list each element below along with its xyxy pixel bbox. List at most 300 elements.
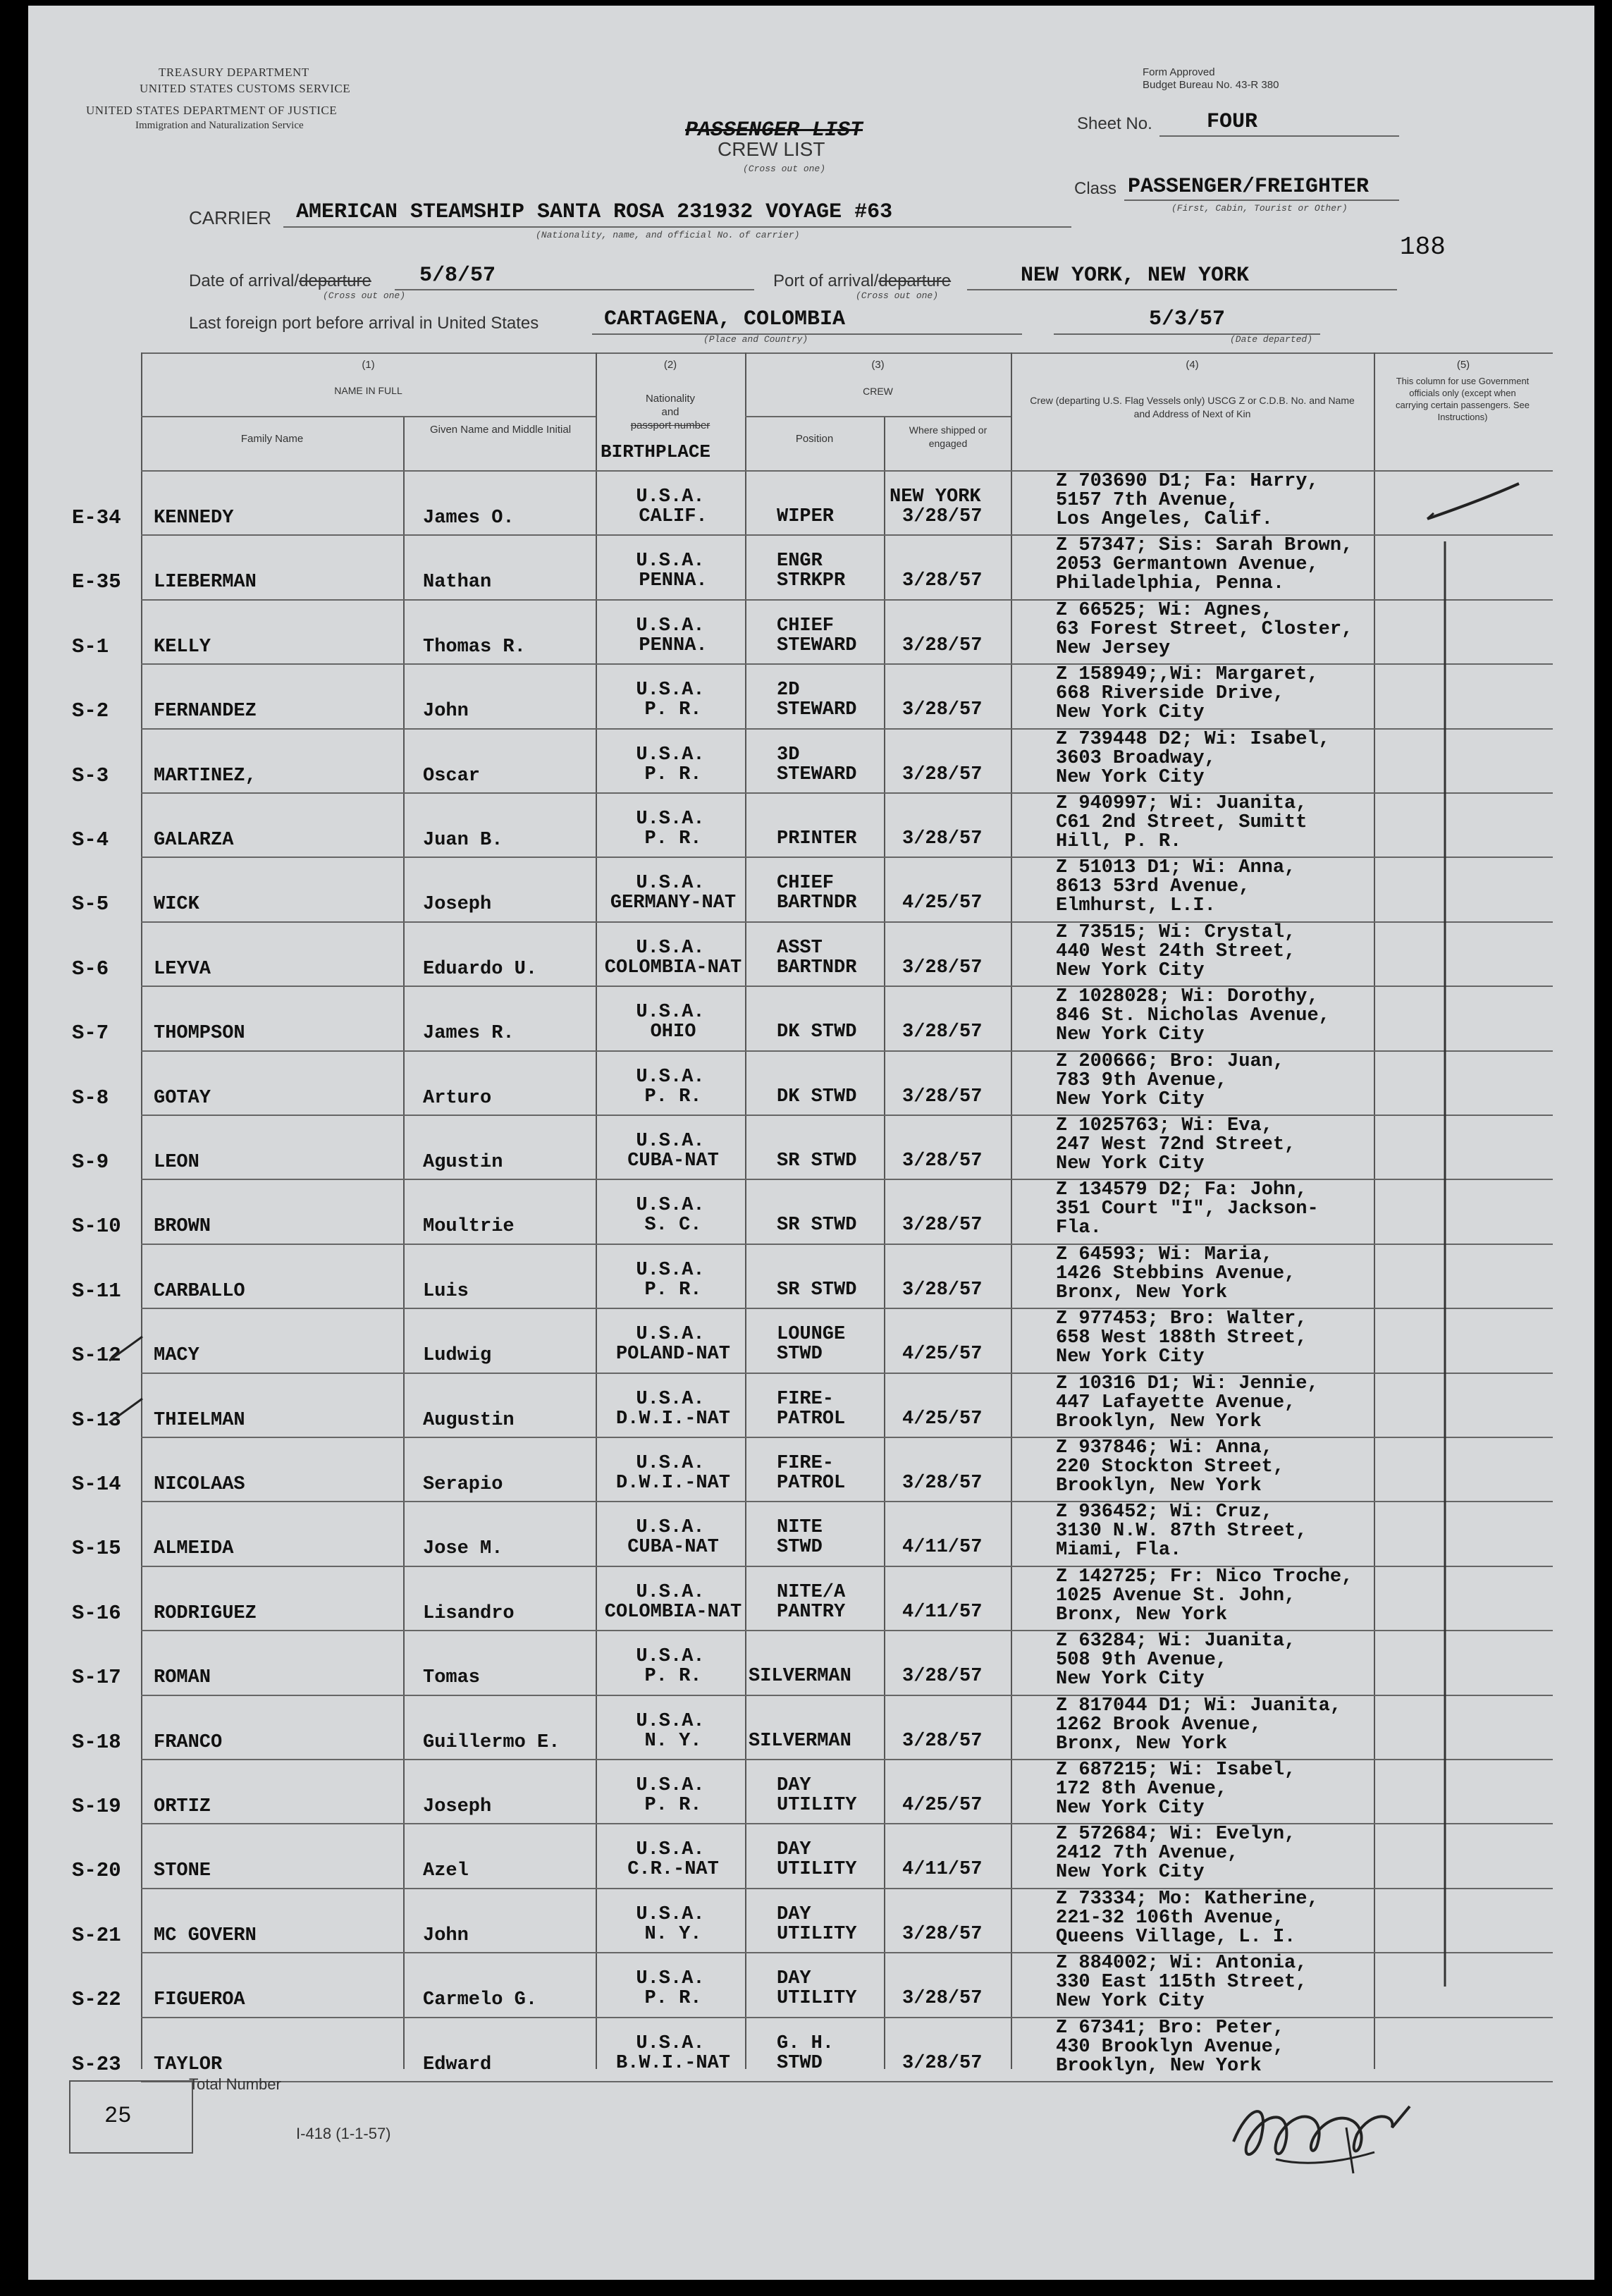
next-of-kin-line: Philadelphia, Penna.	[1056, 573, 1285, 594]
given-name: Azel	[423, 1860, 469, 1881]
col3-number: (3)	[871, 359, 885, 371]
nationality: U.S.A.	[636, 551, 705, 572]
given-name: Tomas	[423, 1667, 481, 1688]
birthplace: P. R.	[644, 828, 702, 849]
given-name: Oscar	[423, 766, 481, 787]
next-of-kin-line: 2053 Germantown Avenue,	[1056, 554, 1319, 575]
row-separator	[141, 1823, 1553, 1824]
position-line-1: CHIEF	[777, 873, 835, 894]
given-name: Eduardo U.	[423, 959, 538, 980]
family-name: KELLY	[154, 637, 211, 658]
date-departed-hint: (Date departed)	[1230, 334, 1313, 345]
nationality: U.S.A.	[636, 680, 705, 701]
row-number: S-15	[72, 1537, 121, 1560]
row-separator	[141, 728, 1553, 730]
given-name: Jose M.	[423, 1538, 503, 1559]
next-of-kin-line: 846 St. Nicholas Avenue,	[1056, 1005, 1330, 1026]
position-line-1: LOUNGE	[777, 1324, 846, 1345]
last-port-hint: (Place and Country)	[703, 334, 808, 345]
given-name: John	[423, 1925, 469, 1946]
family-name: WICK	[154, 894, 199, 915]
row-number: S-23	[72, 2053, 121, 2076]
shipped-place: NEW YORK	[890, 486, 981, 508]
row-number: S-3	[72, 764, 109, 787]
date-label-text: Date of arrival/	[189, 271, 300, 290]
family-name: MACY	[154, 1345, 199, 1366]
given-name-header: Given Name and Middle Initial	[429, 424, 572, 436]
family-name: LIEBERMAN	[154, 572, 257, 593]
next-of-kin-line: Z 940997; Wi: Juanita,	[1056, 793, 1308, 814]
birthplace: OHIO	[650, 1021, 696, 1043]
row-number: S-21	[72, 1924, 121, 1947]
position-line-1: ENGR	[777, 551, 823, 572]
family-name: FRANCO	[154, 1732, 223, 1753]
shipped-date: 3/28/57	[902, 1666, 983, 1687]
shipped-date: 3/28/57	[902, 570, 983, 591]
position-line-2: STRKPR	[777, 570, 846, 591]
birthplace: CUBA-NAT	[627, 1537, 719, 1558]
shipped-date: 3/28/57	[902, 957, 983, 978]
col2-nationality: Nationality	[645, 393, 696, 405]
given-name: Augustin	[423, 1410, 515, 1431]
shipped-date: 4/25/57	[902, 1795, 983, 1816]
given-name: John	[423, 701, 469, 722]
position-line-2: PATROL	[777, 1473, 846, 1494]
class-label: Class	[1074, 179, 1117, 198]
position-line-1: DAY	[777, 1839, 811, 1860]
shipped-date: 3/28/57	[902, 1086, 983, 1107]
next-of-kin-line: 1426 Stebbins Avenue,	[1056, 1263, 1296, 1284]
next-of-kin-line: 668 Riverside Drive,	[1056, 683, 1285, 704]
nationality: U.S.A.	[636, 1517, 705, 1538]
class-hint: (First, Cabin, Tourist or Other)	[1171, 203, 1348, 214]
next-of-kin-line: 2412 7th Avenue,	[1056, 1843, 1239, 1864]
tick-s12	[106, 1332, 148, 1368]
family-name: CARBALLO	[154, 1281, 245, 1302]
birthplace: S. C.	[644, 1215, 702, 1236]
row-separator	[141, 2017, 1553, 2018]
birthplace-header: BIRTHPLACE	[601, 441, 711, 462]
row-number: S-13	[72, 1408, 121, 1432]
total-value: 25	[104, 2103, 132, 2129]
nationality: U.S.A.	[636, 1839, 705, 1860]
next-of-kin-line: 440 West 24th Street,	[1056, 941, 1296, 962]
position-line-1: DAY	[777, 1968, 811, 1989]
given-name: Agustin	[423, 1152, 503, 1173]
carrier-label: CARRIER	[189, 207, 272, 228]
family-name: ALMEIDA	[154, 1538, 234, 1559]
next-of-kin-line: New York City	[1056, 1089, 1205, 1110]
next-of-kin-line: Brooklyn, New York	[1056, 2056, 1262, 2077]
position-line-2: UTILITY	[777, 1988, 857, 2009]
next-of-kin-line: 1025 Avenue St. John,	[1056, 1585, 1296, 1607]
next-of-kin-line: Z 687215; Wi: Isabel,	[1056, 1760, 1296, 1781]
next-of-kin-line: New York City	[1056, 767, 1205, 788]
next-of-kin-line: Z 134579 D2; Fa: John,	[1056, 1179, 1308, 1201]
next-of-kin-line: Z 977453; Bro: Walter,	[1056, 1308, 1308, 1330]
row-number: S-6	[72, 957, 109, 981]
position-line-2: SR STWD	[777, 1150, 857, 1172]
family-name: GOTAY	[154, 1088, 211, 1109]
shipped-date: 3/28/57	[902, 2053, 983, 2074]
nationality: U.S.A.	[636, 1195, 705, 1216]
date-of-arrival-value: 5/8/57	[419, 264, 496, 288]
next-of-kin-line: Z 10316 D1; Wi: Jennie,	[1056, 1373, 1319, 1394]
family-name: TAYLOR	[154, 2054, 223, 2075]
next-of-kin-line: Z 64593; Wi: Maria,	[1056, 1244, 1273, 1265]
last-port-label: Last foreign port before arrival in United States	[189, 314, 539, 333]
col2-passport-struck: passport number	[630, 419, 710, 431]
family-name: RODRIGUEZ	[154, 1603, 257, 1624]
row-number: E-35	[72, 570, 121, 594]
position-line-1: NITE/A	[777, 1582, 846, 1603]
row-number: S-9	[72, 1150, 109, 1174]
next-of-kin-line: 247 West 72nd Street,	[1056, 1134, 1296, 1155]
given-name: Ludwig	[423, 1345, 492, 1366]
shipped-date: 4/11/57	[902, 1537, 983, 1558]
given-name: Lisandro	[423, 1603, 515, 1624]
nationality: U.S.A.	[636, 1131, 705, 1152]
sheet-value: FOUR	[1207, 110, 1258, 134]
nationality: U.S.A.	[636, 1968, 705, 1989]
next-of-kin-line: 5157 7th Avenue,	[1056, 490, 1239, 511]
row-number: S-19	[72, 1795, 121, 1818]
next-of-kin-line: 3130 N.W. 87th Street,	[1056, 1521, 1308, 1542]
next-of-kin-line: Z 63284; Wi: Juanita,	[1056, 1631, 1296, 1652]
nationality: U.S.A.	[636, 744, 705, 766]
col3-title: CREW	[863, 386, 893, 397]
next-of-kin-line: 63 Forest Street, Closter,	[1056, 619, 1353, 640]
agency-line-3: UNITED STATES DEPARTMENT OF JUSTICE	[86, 104, 338, 117]
row-separator	[141, 1115, 1553, 1116]
position-line-2: WIPER	[777, 506, 835, 527]
next-of-kin-line: C61 2nd Street, Sumitt	[1056, 812, 1308, 833]
nationality: U.S.A.	[636, 1260, 705, 1281]
next-of-kin-line: Z 57347; Sis: Sarah Brown,	[1056, 535, 1353, 556]
row-number: S-17	[72, 1666, 121, 1689]
birthplace: P. R.	[644, 1988, 702, 2009]
row-number: S-1	[72, 635, 109, 658]
birthplace: P. R.	[644, 1795, 702, 1816]
col1-number: (1)	[362, 359, 375, 371]
position-line-1: ASST	[777, 938, 823, 959]
position-line-2: DK STWD	[777, 1086, 857, 1107]
next-of-kin-line: New York City	[1056, 1991, 1205, 2012]
row-number: S-10	[72, 1215, 121, 1238]
row-separator	[141, 1373, 1553, 1374]
family-name-header: Family Name	[240, 433, 304, 445]
row-separator	[141, 1437, 1553, 1438]
family-name: KENNEDY	[154, 508, 234, 529]
next-of-kin-line: Brooklyn, New York	[1056, 1411, 1262, 1432]
crew-list-title: CREW LIST	[718, 138, 825, 160]
nationality: U.S.A.	[636, 1646, 705, 1667]
subhead-line-name	[141, 416, 596, 417]
agency-line-1: TREASURY DEPARTMENT	[159, 66, 309, 79]
date-cross-out: (Cross out one)	[323, 290, 406, 301]
official-vertical-mark	[1438, 541, 1452, 1987]
carrier-hint: (Nationality, name, and official No. of carrier)	[536, 230, 800, 240]
next-of-kin-line: 172 8th Avenue,	[1056, 1779, 1228, 1800]
given-name: Joseph	[423, 1796, 492, 1817]
col2-number: (2)	[663, 359, 677, 371]
position-line-2: STEWARD	[777, 764, 857, 785]
shipped-date: 3/28/57	[902, 1021, 983, 1043]
birthplace: PENNA.	[639, 635, 708, 656]
next-of-kin-line: 351 Court "I", Jackson-	[1056, 1198, 1319, 1220]
crew-table	[28, 6, 1594, 2280]
next-of-kin-line: Los Angeles, Calif.	[1056, 509, 1273, 530]
position-line-2: SR STWD	[777, 1279, 857, 1301]
birthplace: CUBA-NAT	[627, 1150, 719, 1172]
position-line-2: PATROL	[777, 1408, 846, 1430]
position-line-2: STEWARD	[777, 699, 857, 720]
class-value: PASSENGER/FREIGHTER	[1128, 175, 1370, 199]
nationality: U.S.A.	[636, 1324, 705, 1345]
position-line-2: SILVERMAN	[749, 1731, 851, 1752]
family-name: NICOLAAS	[154, 1474, 245, 1495]
next-of-kin-line: New York City	[1056, 702, 1205, 723]
form-approved: Form Approved	[1143, 66, 1215, 78]
shipped-date: 4/11/57	[902, 1859, 983, 1880]
col5-number: (5)	[1456, 359, 1470, 371]
row-separator	[141, 663, 1553, 665]
position-line-2: DK STWD	[777, 1021, 857, 1043]
birthplace: P. R.	[644, 1086, 702, 1107]
next-of-kin-line: Z 936452; Wi: Cruz,	[1056, 1502, 1273, 1523]
next-of-kin-line: New York City	[1056, 1862, 1205, 1883]
shipped-date: 3/28/57	[902, 1924, 983, 1945]
next-of-kin-line: 430 Brooklyn Avenue,	[1056, 2037, 1285, 2058]
row-separator	[141, 792, 1553, 794]
form-number: I-418 (1-1-57)	[296, 2125, 391, 2142]
row-number: S-18	[72, 1731, 121, 1754]
next-of-kin-line: Fla.	[1056, 1217, 1102, 1239]
nationality: U.S.A.	[636, 1775, 705, 1796]
nationality: U.S.A.	[636, 2033, 705, 2054]
row-separator	[141, 599, 1553, 601]
next-of-kin-line: New York City	[1056, 1346, 1205, 1368]
page-number: 188	[1400, 233, 1446, 262]
row-separator	[141, 1244, 1553, 1245]
birthplace: P. R.	[644, 1279, 702, 1301]
birthplace: COLOMBIA-NAT	[604, 1602, 742, 1623]
row-separator	[141, 1050, 1553, 1052]
col-line-officials	[1374, 352, 1375, 2069]
row-separator	[141, 1179, 1553, 1180]
position-line-2: SILVERMAN	[749, 1666, 851, 1687]
nationality: U.S.A.	[636, 1582, 705, 1603]
birthplace: CALIF.	[639, 506, 708, 527]
birthplace: D.W.I.-NAT	[615, 1408, 731, 1430]
position-line-2: STWD	[777, 1537, 823, 1558]
shipped-date: 3/28/57	[902, 635, 983, 656]
nationality: U.S.A.	[636, 486, 705, 508]
family-name: LEON	[154, 1152, 199, 1173]
next-of-kin-line: 221-32 106th Avenue,	[1056, 1908, 1285, 1929]
given-name: Nathan	[423, 572, 492, 593]
row-number: S-16	[72, 1602, 121, 1625]
next-of-kin-line: New York City	[1056, 960, 1205, 981]
row-number: S-8	[72, 1086, 109, 1110]
row-separator	[141, 1630, 1553, 1631]
nationality: U.S.A.	[636, 1711, 705, 1732]
shipped-header: Where shipped or engaged	[909, 424, 987, 449]
family-name: LEYVA	[154, 959, 211, 980]
given-name: Moultrie	[423, 1216, 515, 1237]
next-of-kin-line: Brooklyn, New York	[1056, 1475, 1262, 1497]
table-top-border	[141, 352, 1553, 354]
position-line-2: UTILITY	[777, 1795, 857, 1816]
given-name: Arturo	[423, 1088, 492, 1109]
position-line-1: 3D	[777, 744, 800, 766]
shipped-date: 3/28/57	[902, 699, 983, 720]
position-line-1: 2D	[777, 680, 800, 701]
shipped-date: 4/25/57	[902, 1344, 983, 1365]
agency-line-4: Immigration and Naturalization Service	[135, 120, 304, 131]
next-of-kin-line: Z 1025763; Wi: Eva,	[1056, 1115, 1273, 1136]
position-line-2: PANTRY	[777, 1602, 846, 1623]
subhead-line-crew	[745, 416, 1011, 417]
next-of-kin-line: 8613 53rd Avenue,	[1056, 876, 1250, 897]
position-line-2: BARTNDR	[777, 957, 857, 978]
position-line-1: G. H.	[777, 2033, 835, 2054]
next-of-kin-line: Queens Village, L. I.	[1056, 1927, 1296, 1948]
row-separator	[141, 1308, 1553, 1309]
shipped-date: 4/11/57	[902, 1602, 983, 1623]
port-cross-out: (Cross out one)	[856, 290, 939, 301]
crew-list-form	[28, 6, 1594, 2280]
total-label: Total Number	[189, 2075, 281, 2093]
family-name: BROWN	[154, 1216, 211, 1237]
birthplace: P. R.	[644, 1666, 702, 1687]
port-label-text: Port of arrival/	[773, 271, 879, 290]
family-name: THOMPSON	[154, 1023, 245, 1044]
given-name: Thomas R.	[423, 637, 526, 658]
next-of-kin-line: Z 817044 D1; Wi: Juanita,	[1056, 1695, 1342, 1717]
given-name: Guillermo E.	[423, 1732, 560, 1753]
birthplace: D.W.I.-NAT	[615, 1473, 731, 1494]
shipped-date: 3/28/57	[902, 1473, 983, 1494]
position-line-2: PRINTER	[777, 828, 857, 849]
next-of-kin-line: Bronx, New York	[1056, 1282, 1228, 1303]
shipped-date: 3/28/57	[902, 1731, 983, 1752]
nationality: U.S.A.	[636, 1389, 705, 1410]
birthplace: C.R.-NAT	[627, 1859, 719, 1880]
date-label-struck: departure	[299, 271, 371, 290]
next-of-kin-line: Z 572684; Wi: Evelyn,	[1056, 1824, 1296, 1845]
birthplace: N. Y.	[644, 1731, 702, 1752]
col2-and: and	[661, 406, 679, 418]
birthplace: P. R.	[644, 764, 702, 785]
birthplace: PENNA.	[639, 570, 708, 591]
row-separator	[141, 1759, 1553, 1760]
birthplace: GERMANY-NAT	[610, 892, 737, 914]
position-line-2: STEWARD	[777, 635, 857, 656]
birthplace: COLOMBIA-NAT	[604, 957, 742, 978]
row-number: S-7	[72, 1021, 109, 1045]
row-number: S-5	[72, 892, 109, 916]
given-name: Serapio	[423, 1474, 503, 1495]
nationality: U.S.A.	[636, 1002, 705, 1023]
col1-title: NAME IN FULL	[334, 385, 402, 396]
next-of-kin-line: New York City	[1056, 1669, 1205, 1690]
row-number: S-22	[72, 1988, 121, 2011]
next-of-kin-line: Z 158949;,Wi: Margaret,	[1056, 664, 1319, 685]
row-number: S-12	[72, 1344, 121, 1367]
nationality: U.S.A.	[636, 1453, 705, 1474]
col4-number: (4)	[1186, 359, 1199, 371]
col4-title: Crew (departing U.S. Flag Vessels only) USCG Z or C.D.B. No. and Name and Address of Next of Kin	[1030, 395, 1355, 419]
position-line-2: SR STWD	[777, 1215, 857, 1236]
next-of-kin-line: 508 9th Avenue,	[1056, 1650, 1228, 1671]
position-line-2: UTILITY	[777, 1859, 857, 1880]
shipped-date: 3/28/57	[902, 1215, 983, 1236]
row-separator	[141, 1888, 1553, 1889]
next-of-kin-line: Z 66525; Wi: Agnes,	[1056, 600, 1273, 621]
col-line-kin	[1011, 352, 1012, 2069]
budget-bureau: Budget Bureau No. 43-R 380	[1143, 79, 1279, 91]
family-name: MARTINEZ,	[154, 766, 257, 787]
birthplace: P. R.	[644, 699, 702, 720]
nationality: U.S.A.	[636, 1067, 705, 1088]
position-line-2: STWD	[777, 1344, 823, 1365]
next-of-kin-line: New York City	[1056, 1798, 1205, 1819]
next-of-kin-line: Z 51013 D1; Wi: Anna,	[1056, 857, 1296, 878]
row-number: S-20	[72, 1859, 121, 1882]
row-number: S-4	[72, 828, 109, 852]
row-separator	[141, 1501, 1553, 1502]
next-of-kin-line: Miami, Fla.	[1056, 1540, 1182, 1561]
last-port-value: CARTAGENA, COLOMBIA	[604, 307, 846, 331]
birthplace: POLAND-NAT	[615, 1344, 731, 1365]
birthplace: N. Y.	[644, 1924, 702, 1945]
family-name: ORTIZ	[154, 1796, 211, 1817]
given-name: James O.	[423, 508, 515, 529]
given-name: Joseph	[423, 894, 492, 915]
tick-s13	[106, 1394, 148, 1430]
col5-title: This column for use Government officials only (except when carrying certain passengers. See Instructions)	[1395, 376, 1530, 422]
position-line-1: DAY	[777, 1904, 811, 1925]
next-of-kin-line: New Jersey	[1056, 638, 1171, 659]
next-of-kin-line: Bronx, New York	[1056, 1604, 1228, 1626]
shipped-date: 3/28/57	[902, 764, 983, 785]
next-of-kin-line: 783 9th Avenue,	[1056, 1070, 1228, 1091]
given-name: Juan B.	[423, 830, 503, 851]
family-name: GALARZA	[154, 830, 234, 851]
row-number: E-34	[72, 506, 121, 529]
row-separator	[141, 1952, 1553, 1953]
official-check-mark	[1424, 478, 1522, 527]
next-of-kin-line: Z 1028028; Wi: Dorothy,	[1056, 986, 1319, 1007]
next-of-kin-line: Bronx, New York	[1056, 1733, 1228, 1755]
family-name: STONE	[154, 1860, 211, 1881]
given-name: Edward	[423, 2054, 492, 2075]
position-line-2: UTILITY	[777, 1924, 857, 1945]
row-separator	[141, 986, 1553, 987]
position-line-1: NITE	[777, 1517, 823, 1538]
agency-line-2: UNITED STATES CUSTOMS SERVICE	[140, 82, 351, 95]
row-number: S-2	[72, 699, 109, 723]
position-line-1: DAY	[777, 1775, 811, 1796]
position-line-2: BARTNDR	[777, 892, 857, 914]
next-of-kin-line: New York City	[1056, 1024, 1205, 1045]
cross-out-one-title: (Cross out one)	[743, 164, 826, 174]
family-name: MC GOVERN	[154, 1925, 257, 1946]
signature	[1219, 2078, 1431, 2184]
next-of-kin-line: Z 73334; Mo: Katherine,	[1056, 1889, 1319, 1910]
next-of-kin-line: Z 67341; Bro: Peter,	[1056, 2018, 1285, 2039]
